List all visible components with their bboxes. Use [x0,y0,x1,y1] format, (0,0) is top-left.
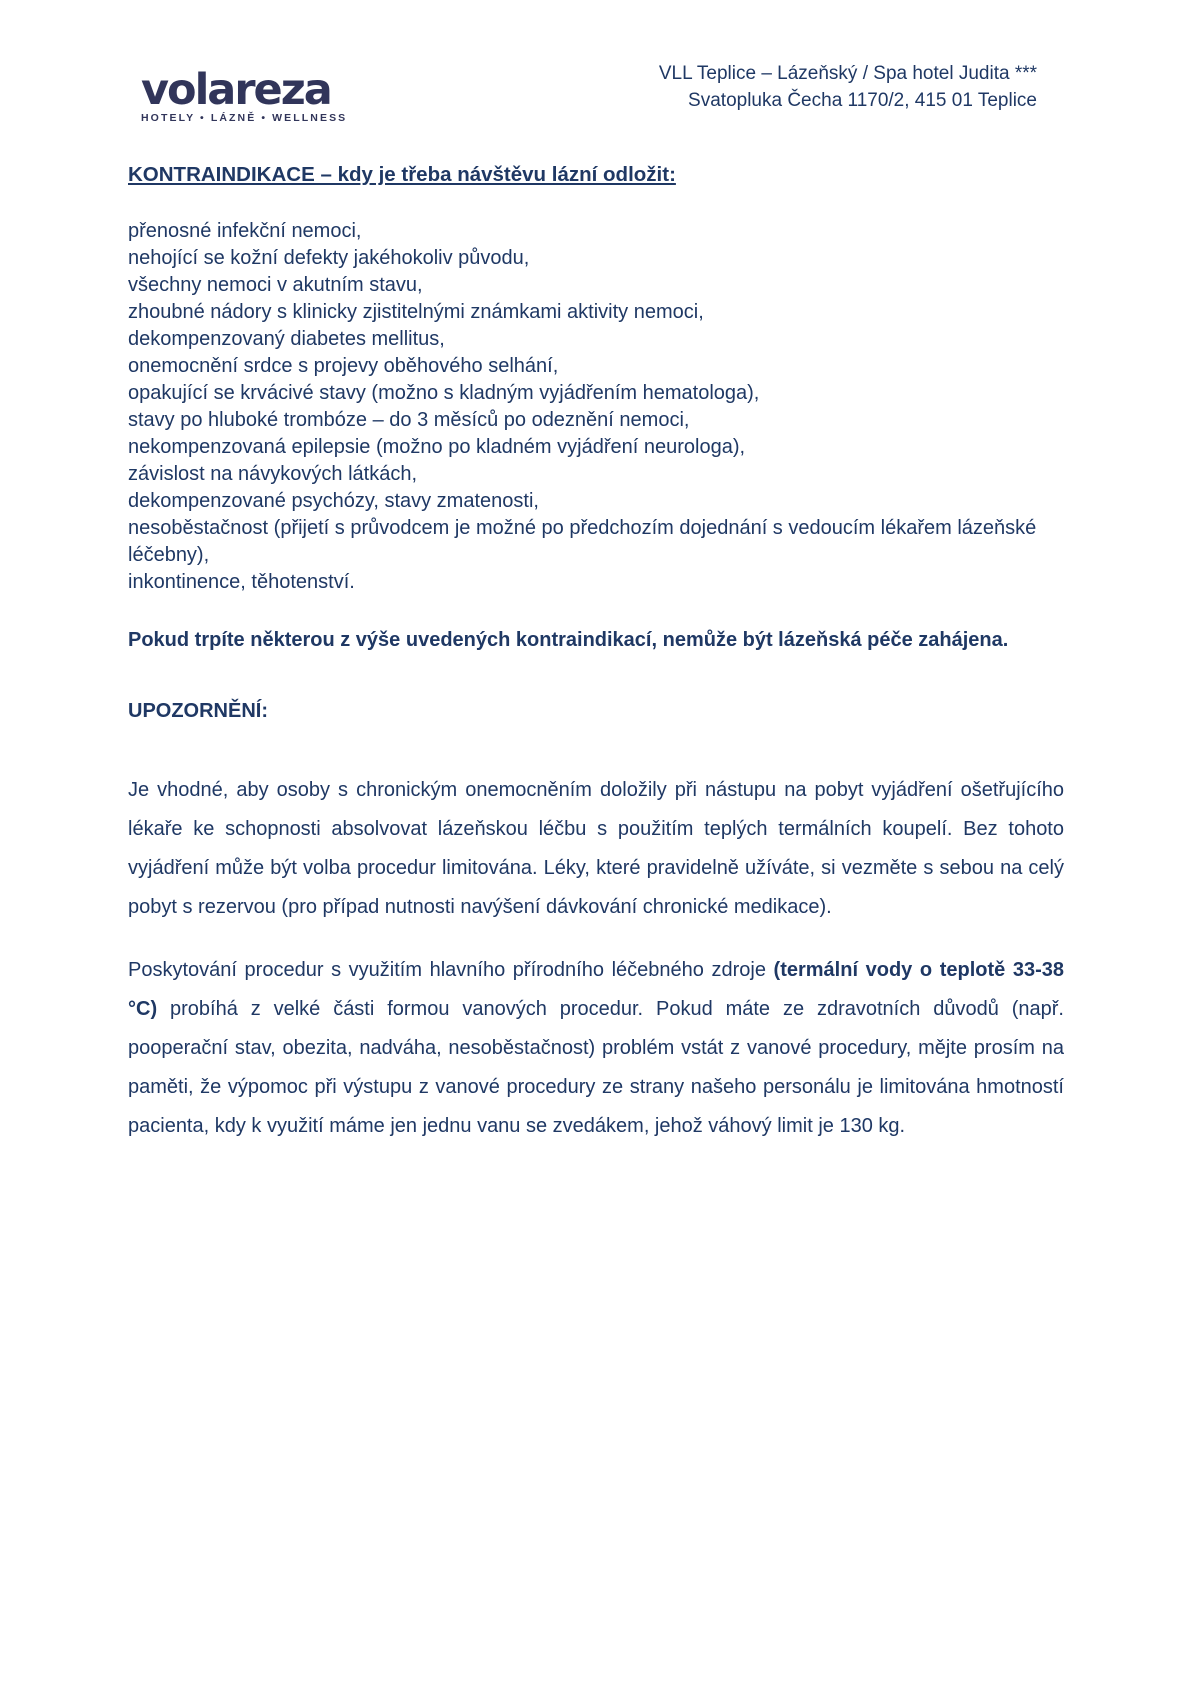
document-body [128,161,1064,1146]
notice-paragraph-2-rest: probíhá z velké části formou vanových procedur. Pokud máte ze zdravotních důvodů (např. pooperační stav, obezita, nadváha, nesoběstačnost) problém vstát z vanové procedury, mějte prosím na paměti, že výpomoc při výstupu z vanové procedury ze strany našeho personálu je limitována hmotností pacienta, kdy k využití máme jen jednu vanu se zvedákem, jehož váhový limit je 130 kg. [128,998,1064,1137]
contraindication-item: zhoubné nádory s klinicky zjistitelnými známkami aktivity nemoci, [128,301,704,323]
contraindications-heading: KONTRAINDIKACE – kdy je třeba návštěvu lázní odložit: [128,163,676,186]
logo-tagline-text: HOTELY • LÁZNĚ • WELLNESS [141,112,348,124]
contraindication-item: dekompenzovaný diabetes mellitus, [128,328,445,350]
hotel-name-line: VLL Teplice – Lázeňský / Spa hotel Judita *** [658,63,1037,84]
contraindication-item: nehojící se kožní defekty jakéhokoliv původu, [128,247,530,269]
contraindication-item: stavy po hluboké trombóze – do 3 měsíců po odeznění nemoci, [128,409,690,431]
contraindication-item: nekompenzovaná epilepsie (možno po kladném vyjádření neurologa), [128,436,746,458]
contraindication-item: dekompenzované psychózy, stavy zmatenosti, [128,490,539,512]
warning-statement: Pokud trpíte některou z výše uvedených kontraindikací, nemůže být lázeňská péče zahájena. [128,629,1009,651]
logo-brand-text: volareza [141,65,331,115]
contraindication-item: přenosné infekční nemoci, [128,220,362,242]
thermal-water-bold-note: (termální vody o teplotě 33-38 °C) [128,959,1064,1020]
contraindication-item: opakující se krvácivé stavy (možno s kladným vyjádřením hematologa), [128,382,760,404]
notice-paragraph-2-lead: Poskytování procedur s využitím hlavního přírodního léčebného zdroje [128,959,774,981]
hotel-address-line: Svatopluka Čecha 1170/2, 415 01 Teplice [688,90,1037,111]
contraindication-item: všechny nemoci v akutním stavu, [128,274,423,296]
header-address-block [659,60,1037,114]
volareza-logo [141,65,351,124]
contraindication-item: inkontinence, těhotenství. [128,571,355,593]
notice-paragraph-2 [128,951,1064,1146]
contraindications-list [128,218,1064,596]
contraindication-item: závislost na návykových látkách, [128,463,418,485]
notice-paragraph-1: Je vhodné, aby osoby s chronickým onemocněním doložily při nástupu na pobyt vyjádření ošetřujícího lékaře ke schopnosti absolvovat lázeňskou léčbu s použitím teplých termálních koupelí. Bez tohoto vyjádření může být volba procedur limitována. Léky, které pravidelně užíváte, si vezměte s sebou na celý pobyt s rezervou (pro případ nutnosti navýšení dávkování chronické medikace). [128,779,1064,918]
contraindication-item: onemocnění srdce s projevy oběhového selhání, [128,355,559,377]
notice-heading: UPOZORNĚNÍ: [128,700,268,722]
contraindication-item: nesoběstačnost (přijetí s průvodcem je možné po předchozím dojednání s vedoucím lékařem lázeňské léčebny), [128,517,1037,566]
